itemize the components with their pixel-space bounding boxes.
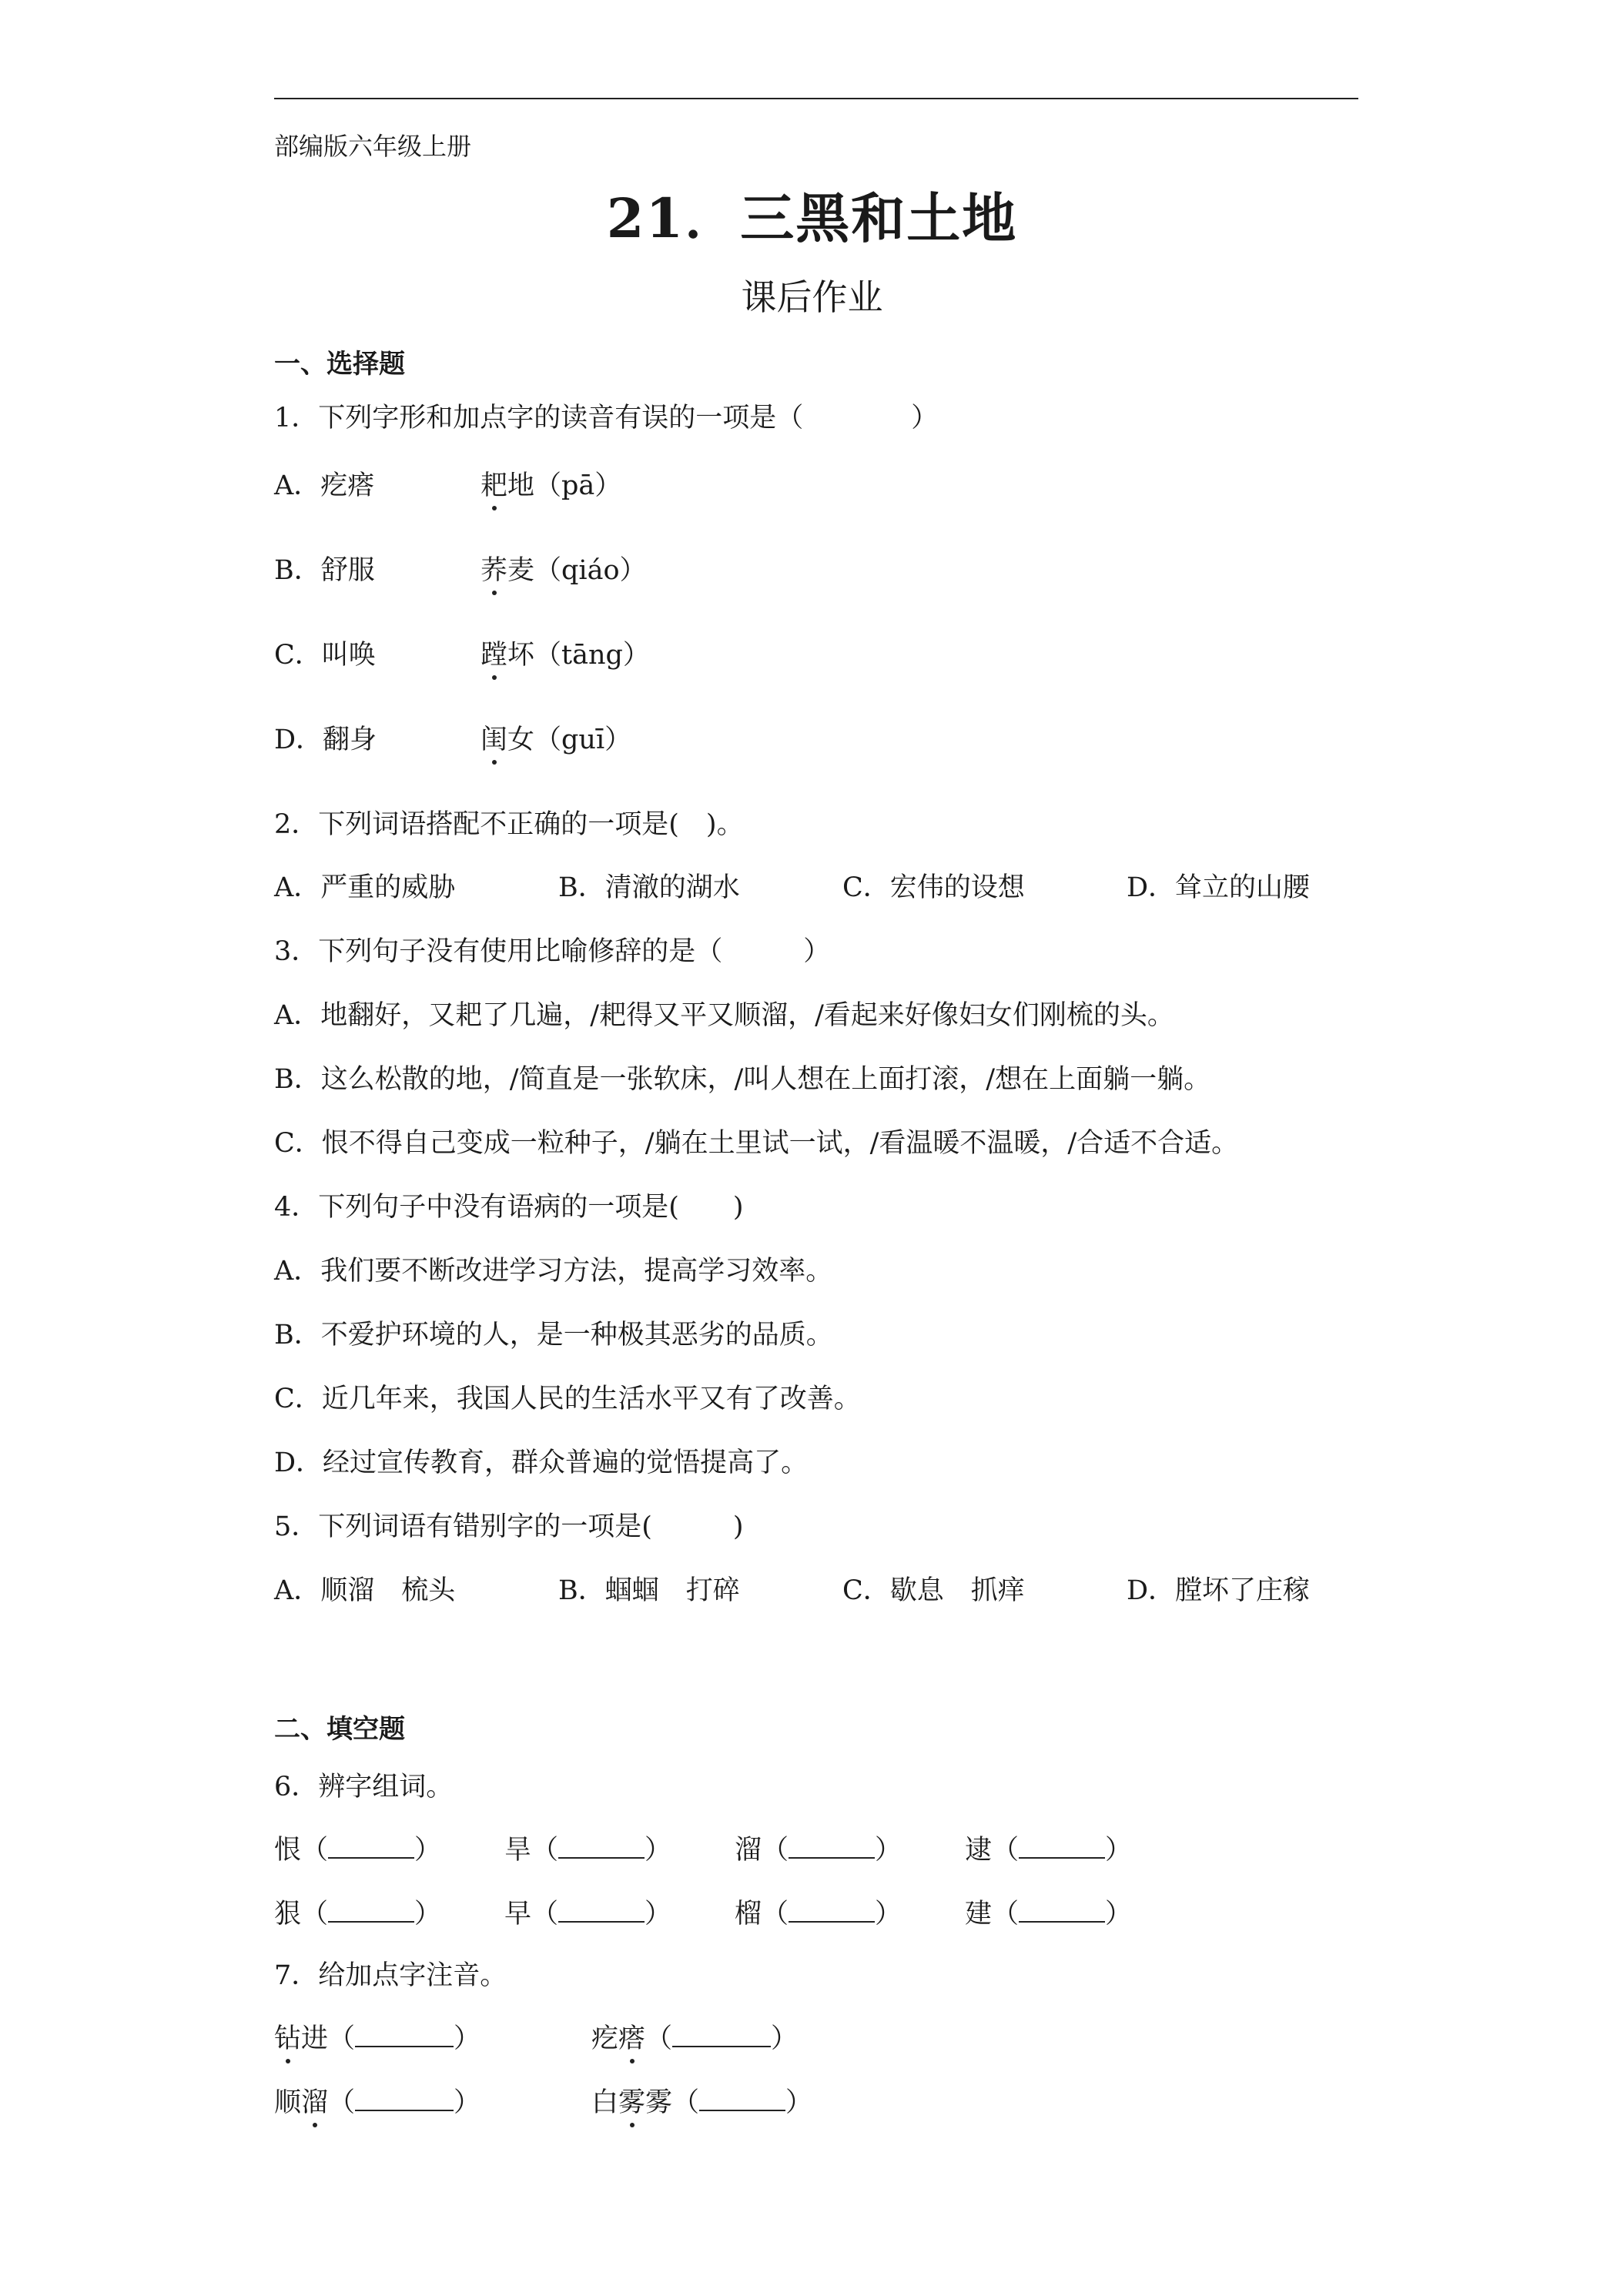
q4-option-c: C．近几年来，我国人民的生活水平又有了改善。 — [274, 1384, 861, 1414]
answer-blank[interactable] — [699, 2087, 785, 2111]
q4-option-d: D．经过宣传教育，群众普遍的觉悟提高了。 — [274, 1448, 809, 1478]
q1-option-text: 麦（qiáo） — [507, 555, 647, 586]
q6-item-7: 榴（ ） — [735, 1899, 902, 1930]
q6-item-6: 早（ ） — [504, 1899, 672, 1930]
page-subtitle: 课后作业 — [741, 276, 883, 318]
q1-option-text: 女（guī） — [507, 725, 632, 755]
dotted-char: 蹚 — [481, 634, 507, 672]
page-title: 21．三黑和土地 — [606, 186, 1018, 250]
q4-option-a: A．我们要不断改进学习方法，提高学习效率。 — [274, 1256, 833, 1287]
q6-item-4: 逮（ ） — [965, 1835, 1133, 1866]
q1-option-label: C．叫唤 — [274, 640, 376, 671]
q1-option-a — [274, 464, 622, 503]
q4-stem: 4．下列句子中没有语病的一项是( ) — [274, 1192, 744, 1223]
q2-option-b: B．清澈的湖水 — [558, 872, 740, 903]
answer-blank[interactable] — [328, 1898, 414, 1923]
q4-option-b: B．不爱护环境的人，是一种极其恶劣的品质。 — [274, 1320, 833, 1350]
answer-blank[interactable] — [328, 1834, 414, 1859]
q6-item-2: 旱（ ） — [504, 1835, 672, 1866]
q1-option-c — [274, 634, 650, 672]
q1-option-label: D．翻身 — [274, 725, 377, 755]
answer-blank[interactable] — [1019, 1898, 1105, 1923]
grade-header: 部编版六年级上册 — [274, 132, 472, 161]
q1-stem: 1．下列字形和加点字的读音有误的一项是（ ） — [274, 403, 939, 433]
answer-blank[interactable] — [355, 2023, 454, 2047]
answer-blank[interactable] — [672, 2023, 771, 2047]
q2-stem: 2．下列词语搭配不正确的一项是( )。 — [274, 809, 744, 840]
q5-option-a: A．顺溜 梳头 — [274, 1575, 456, 1606]
q6-item-5: 狠（ ） — [274, 1899, 442, 1930]
q3-option-a: A．地翻好，又耙了几遍，/耙得又平又顺溜，/看起来好像妇女们刚梳的头。 — [274, 1000, 1174, 1031]
q5-option-b: B．蝈蝈 打碎 — [558, 1575, 740, 1606]
q7-item-3: 顺溜（ ） — [274, 2081, 481, 2120]
q7-item-2: 疙瘩（ ） — [591, 2017, 798, 2056]
answer-blank[interactable] — [558, 1898, 645, 1923]
q7-item-1: 钻进（ ） — [274, 2017, 481, 2056]
q3-option-b: B．这么松散的地，/简直是一张软床，/叫人想在上面打滚，/想在上面躺一躺。 — [274, 1064, 1211, 1095]
dotted-char: 溜 — [301, 2081, 328, 2120]
dotted-char: 耙 — [481, 464, 507, 503]
dotted-char: 闺 — [481, 718, 507, 757]
q6-item-3: 溜（ ） — [735, 1835, 902, 1866]
dotted-char: 瘩 — [618, 2017, 645, 2056]
section-fill-heading: 二、填空题 — [274, 1714, 405, 1745]
q7-stem: 7．给加点字注音。 — [274, 1960, 507, 1991]
q5-stem: 5．下列词语有错别字的一项是( ) — [274, 1511, 744, 1542]
q6-stem: 6．辨字组词。 — [274, 1772, 454, 1802]
q1-option-d — [274, 718, 632, 757]
answer-blank[interactable] — [1019, 1834, 1105, 1859]
answer-blank[interactable] — [789, 1898, 875, 1923]
q1-option-text: 地（pā） — [507, 470, 622, 501]
answer-blank[interactable] — [789, 1834, 875, 1859]
q2-option-d: D．耸立的山腰 — [1127, 872, 1311, 903]
header-rule — [274, 98, 1358, 99]
q2-option-a: A．严重的威胁 — [274, 872, 456, 903]
answer-blank[interactable] — [558, 1834, 645, 1859]
q6-item-8: 建（ ） — [965, 1899, 1133, 1930]
q1-option-label: B．舒服 — [274, 555, 375, 586]
q1-option-label: A．疙瘩 — [274, 470, 375, 501]
q1-option-b — [274, 549, 647, 587]
section-choice-heading: 一、选择题 — [274, 349, 405, 380]
dotted-char: 雾 — [618, 2081, 645, 2120]
q1-option-text: 坏（tāng） — [507, 640, 650, 671]
q2-option-c: C．宏伟的设想 — [842, 872, 1025, 903]
dotted-char: 钻 — [274, 2017, 301, 2056]
q5-option-d: D．膛坏了庄稼 — [1127, 1575, 1311, 1606]
answer-blank[interactable] — [355, 2087, 454, 2111]
q3-option-c: C．恨不得自己变成一粒种子，/躺在土里试一试，/看温暖不温暖，/合适不合适。 — [274, 1128, 1239, 1159]
q5-option-c: C．歇息 抓痒 — [842, 1575, 1025, 1606]
q3-stem: 3．下列句子没有使用比喻修辞的是（ ） — [274, 936, 831, 967]
q6-item-1: 恨（ ） — [274, 1835, 442, 1866]
dotted-char: 荞 — [481, 549, 507, 587]
q7-item-4: 白雾雾（ ） — [591, 2081, 812, 2120]
